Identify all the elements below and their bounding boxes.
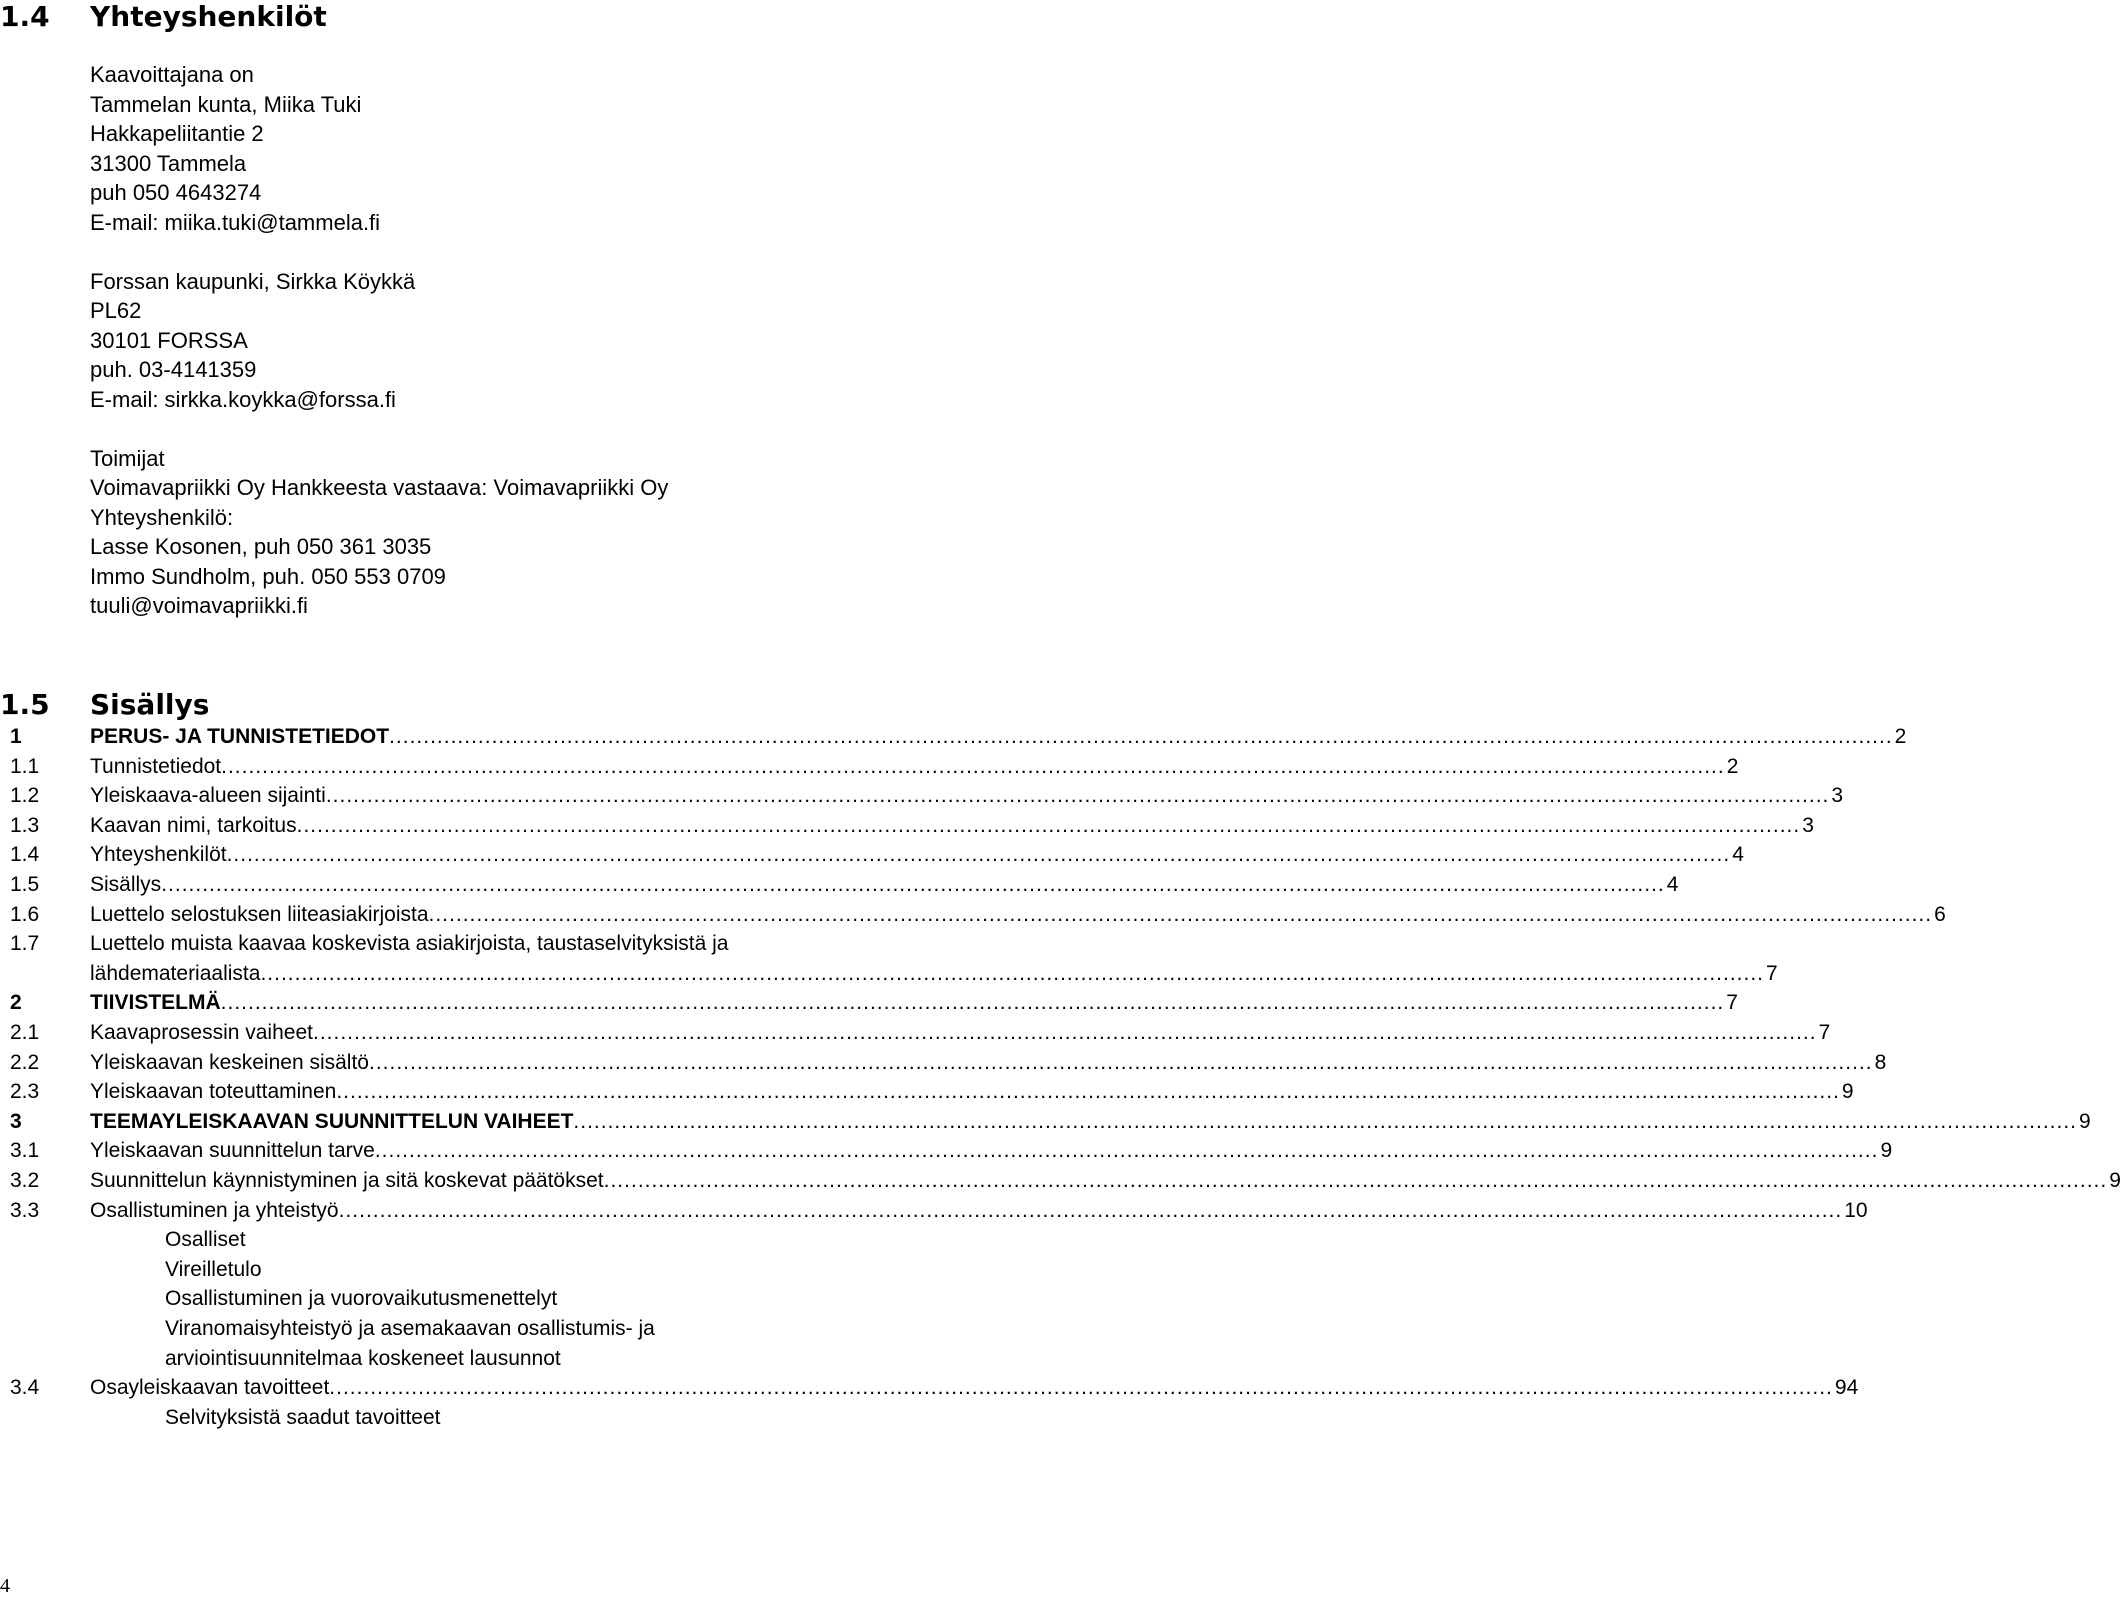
section-heading-contacts	[0, 0, 327, 34]
contact-line: tuuli@voimavapriikki.fi	[90, 593, 308, 618]
toc-entry-page: 3	[1802, 813, 1814, 837]
toc-entry[interactable]	[0, 1196, 1868, 1226]
toc-entry-number: 3.4	[10, 1376, 40, 1400]
toc-entry-title: Kaavaprosessin vaiheet	[90, 1021, 313, 1044]
section-title: Sisällys	[90, 688, 210, 721]
toc-entry-page: 3	[1831, 784, 1844, 808]
contact-line: Kaavoittajana on	[90, 62, 254, 87]
section-heading-toc	[0, 688, 209, 722]
toc-entry[interactable]	[0, 1107, 2091, 1137]
toc-leader-dots: ............................................................................................................................................................................................................................	[161, 873, 1665, 896]
toc-leader-dots: ............................................................................................................................................................................................................................	[312, 1021, 1817, 1044]
contact-line: PL62	[90, 298, 142, 323]
toc-entry-page: 7	[1818, 1021, 1831, 1044]
toc-entry[interactable]	[0, 811, 1814, 841]
toc-leader-dots: ............................................................................................................................................................................................................................	[369, 1050, 1873, 1074]
toc-entry-page: 9	[2079, 1109, 2091, 1133]
toc-leader-dots: ............................................................................................................................................................................................................................	[338, 1198, 1843, 1222]
toc-entry-title: TIIVISTELMÄ	[90, 991, 221, 1015]
toc-leader-dots: ............................................................................................................................................................................................................................	[296, 813, 1801, 837]
contact-line: E-mail: sirkka.koykka@forssa.fi	[90, 386, 396, 412]
toc-leader-dots: ............................................................................................................................................................................................................................	[221, 754, 1725, 778]
toc-entry-number: 3.3	[10, 1198, 40, 1222]
contact-line: 31300 Tammela	[90, 150, 247, 176]
toc-entry-title: Yleiskaavan toteuttaminen	[90, 1080, 337, 1104]
toc-entry-number: 2	[10, 991, 22, 1015]
toc-entry-number: 1.7	[10, 932, 40, 956]
toc-leader-dots: ............................................................................................................................................................................................................................	[389, 725, 1893, 748]
toc-leader-dots: ............................................................................................................................................................................................................................	[428, 902, 1933, 926]
toc-entry-title: Suunnittelun käynnistyminen ja sitä koskevat päätökset	[90, 1169, 604, 1192]
contact-line: puh 050 4643274	[90, 180, 262, 205]
toc-entry-page: 9	[1880, 1139, 1893, 1163]
toc-entry[interactable]	[0, 1136, 1893, 1166]
toc-entry-number: 1.3	[10, 813, 40, 837]
toc-entry-number: 1.6	[10, 902, 40, 926]
toc-entry-title: Yleiskaavan keskeinen sisältö	[90, 1050, 369, 1074]
toc-entry-page: 2	[1726, 754, 1739, 778]
toc-entry[interactable]	[0, 752, 1739, 782]
contact-line: puh. 03-4141359	[90, 357, 257, 382]
toc-entry-title: TEEMAYLEISKAAVAN SUUNNITTELUN VAIHEET	[90, 1109, 574, 1133]
toc-entry-title: Osayleiskaavan tavoitteet	[90, 1376, 330, 1400]
contact-line: Voimavapriikki Oy Hankkeesta vastaava: Voimavapriikki Oy	[90, 475, 669, 500]
toc-entry-title: Yhteyshenkilöt	[90, 843, 227, 867]
toc-entry-page: 2	[1894, 725, 1907, 748]
toc-entry[interactable]	[0, 1048, 1887, 1078]
toc-leader-dots: ............................................................................................................................................................................................................................	[336, 1080, 1840, 1104]
toc-entry-number: 1.5	[10, 873, 40, 896]
toc-entry-title: Luettelo muista kaavaa koskevista asiakirjoista, taustaselvityksistä ja	[90, 932, 729, 956]
section-title: Yhteyshenkilöt	[90, 0, 327, 33]
toc-entry-title: lähdemateriaalista	[90, 961, 261, 985]
toc-entry-title: Tunnistetiedot	[90, 754, 222, 778]
toc-entry-page: 7	[1726, 991, 1738, 1015]
contact-line: Immo Sundholm, puh. 050 553 0709	[90, 563, 446, 589]
contact-line: Lasse Kosonen, puh 050 361 3035	[90, 534, 432, 559]
toc-leader-dots: ............................................................................................................................................................................................................................	[220, 991, 1725, 1015]
toc-subitem[interactable]: Vireilletulo	[165, 1257, 262, 1281]
toc-entry-title: Kaavan nimi, tarkoitus	[90, 813, 297, 837]
toc-leader-dots: ............................................................................................................................................................................................................................	[260, 961, 1765, 985]
toc-entry[interactable]	[0, 1373, 1859, 1403]
toc-entry-number: 1.4	[10, 843, 40, 867]
toc-leader-dots: ............................................................................................................................................................................................................................	[329, 1376, 1833, 1400]
toc-entry-number: 1	[10, 725, 22, 748]
section-number: 1.4	[0, 0, 50, 33]
toc-leader-dots: ............................................................................................................................................................................................................................	[374, 1139, 1879, 1163]
toc-entry-number: 3.2	[10, 1169, 40, 1192]
toc-entry-number: 2.2	[10, 1050, 40, 1074]
toc-entry-title: PERUS- JA TUNNISTETIEDOT	[90, 725, 390, 748]
toc-entry-page: 7	[1766, 961, 1778, 985]
toc-entry[interactable]	[0, 781, 1844, 811]
toc-subitem[interactable]: Selvityksistä saadut tavoitteet	[165, 1405, 441, 1429]
section-number: 1.5	[0, 688, 50, 721]
toc-entry-number: 2.1	[10, 1021, 40, 1044]
toc-entry-title: Luettelo selostuksen liiteasiakirjoista	[90, 902, 429, 926]
toc-entry[interactable]	[0, 840, 1744, 870]
toc-entry-title: Yleiskaavan suunnittelun tarve	[90, 1139, 375, 1163]
toc-entry-number: 1.2	[10, 784, 40, 808]
toc-leader-dots: ............................................................................................................................................................................................................................	[603, 1169, 2108, 1192]
contact-line: Forssan kaupunki, Sirkka Köykkä	[90, 268, 416, 294]
toc-entry-page: 8	[1874, 1050, 1887, 1074]
toc-entry-number: 2.3	[10, 1080, 40, 1104]
toc-entry-page: 10	[1844, 1198, 1868, 1222]
toc-subitem[interactable]: Osallistuminen ja vuorovaikutusmenettelyt	[165, 1287, 558, 1311]
toc-entry-number: 1.1	[10, 754, 40, 778]
toc-entry-number: 3	[10, 1109, 22, 1133]
toc-entry[interactable]	[0, 722, 1907, 752]
toc-entry[interactable]	[0, 900, 1946, 930]
toc-entry[interactable]	[0, 1018, 1831, 1048]
contact-line: Toimijat	[90, 445, 165, 471]
toc-entry-page: 9	[2109, 1169, 2121, 1192]
toc-entry[interactable]	[0, 1077, 1854, 1107]
toc-leader-dots: ............................................................................................................................................................................................................................	[573, 1109, 2078, 1133]
toc-leader-dots: ............................................................................................................................................................................................................................	[325, 784, 1830, 808]
contact-line: Yhteyshenkilö:	[90, 504, 234, 530]
contact-line: Tammelan kunta, Miika Tuki	[90, 91, 362, 117]
toc-leader-dots: ............................................................................................................................................................................................................................	[226, 843, 1731, 867]
toc-subitem[interactable]: arviointisuunnitelmaa koskeneet lausunnot	[165, 1346, 561, 1370]
toc-entry[interactable]	[0, 988, 1738, 1018]
toc-entry[interactable]	[0, 929, 960, 959]
toc-entry[interactable]	[0, 1166, 2121, 1196]
contact-line: 30101 FORSSA	[90, 327, 248, 353]
toc-entry-number: 3.1	[10, 1139, 40, 1163]
contact-line: Hakkapeliitantie 2	[90, 121, 264, 146]
toc-entry-title: Sisällys	[90, 873, 162, 896]
toc-entry-page: 6	[1934, 902, 1946, 926]
toc-subitem[interactable]: Viranomaisyhteistyö ja asemakaavan osallistumis- ja	[165, 1317, 655, 1340]
toc-entry-page: 94	[1834, 1376, 1859, 1400]
toc-entry-page: 4	[1732, 843, 1744, 867]
toc-entry-page: 4	[1666, 873, 1679, 896]
toc-entry[interactable]	[0, 870, 1679, 900]
contact-line: E-mail: miika.tuki@tammela.fi	[90, 209, 381, 235]
toc-entry[interactable]	[0, 959, 1778, 989]
toc-entry-title: Yleiskaava-alueen sijainti	[90, 784, 326, 808]
toc-entry-title: Osallistuminen ja yhteistyö	[90, 1198, 339, 1222]
page-number: 4	[0, 1575, 10, 1597]
toc-subitem[interactable]: Osalliset	[165, 1228, 246, 1252]
toc-entry-page: 9	[1841, 1080, 1854, 1104]
